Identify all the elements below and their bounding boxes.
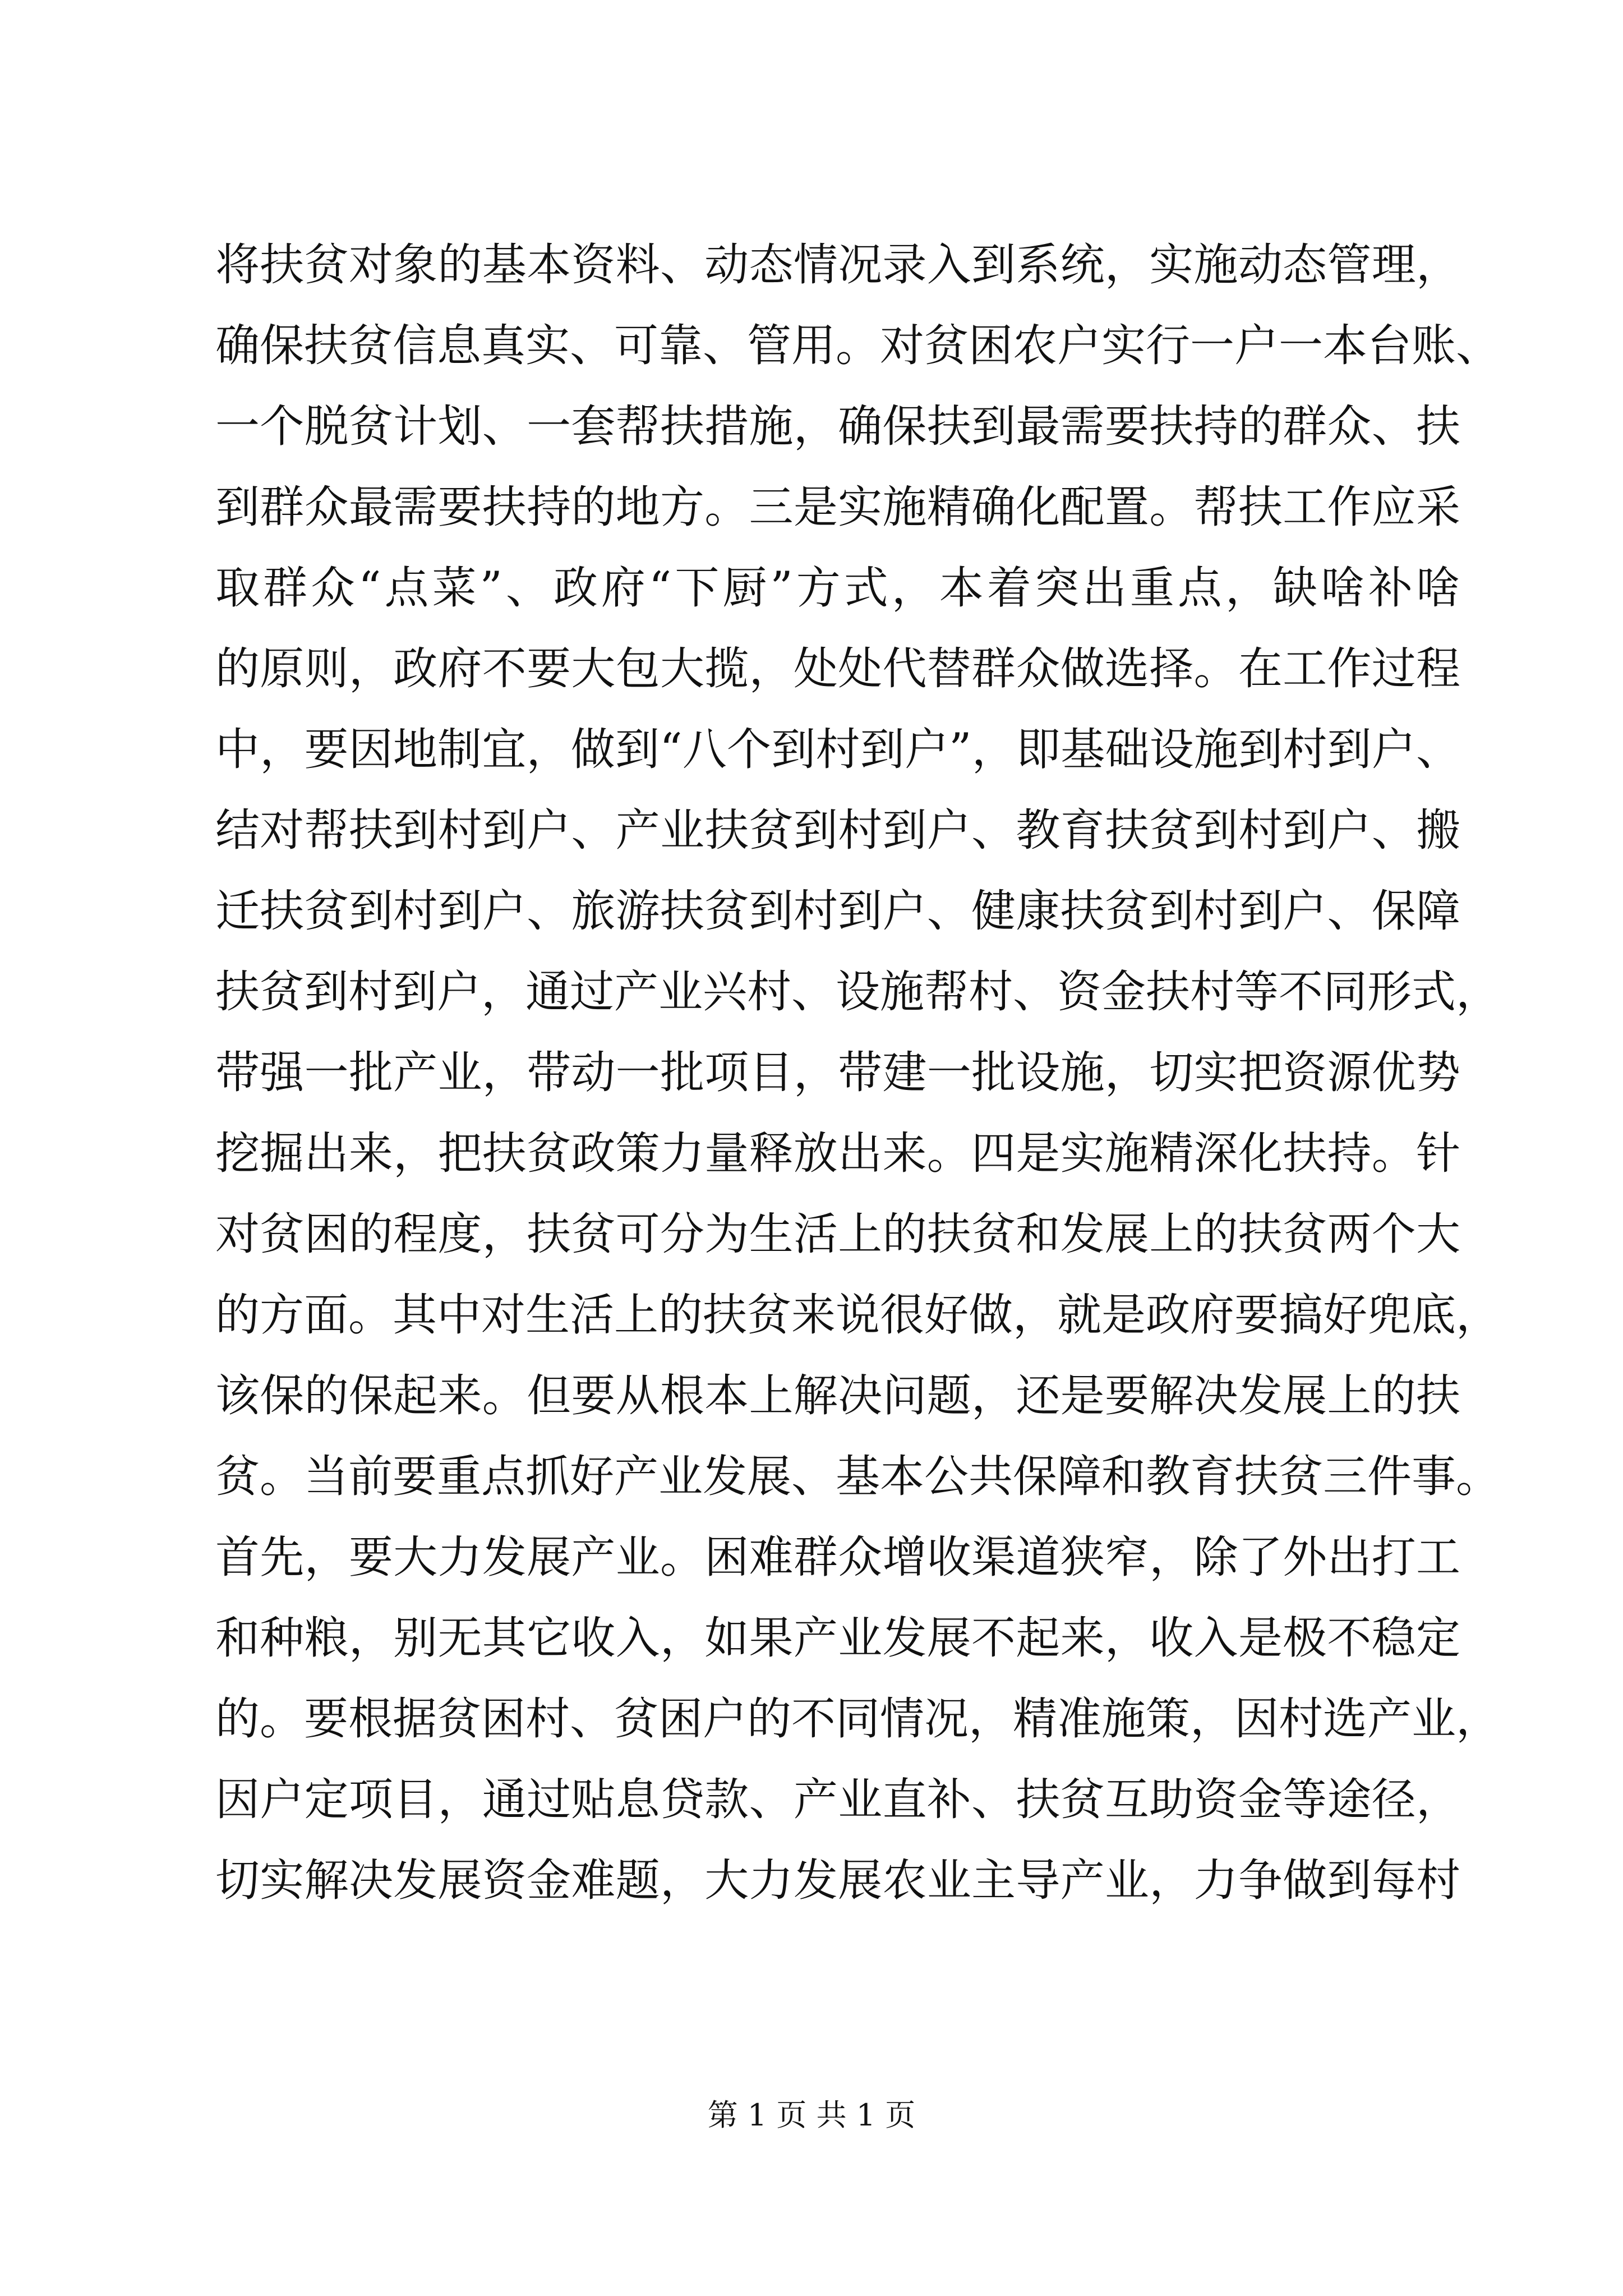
text-line-4: 到群众最需要扶持的地方。三是实施精确化配置。帮扶工作应采	[215, 481, 1460, 533]
text-line-2: 确保扶贫信息真实、可靠、管用。对贫困农户实行一户一本台账、	[215, 320, 1500, 371]
text-line-12: 挖掘出来，把扶贫政策力量释放出来。四是实施精深化扶持。针	[215, 1128, 1460, 1179]
page-number-label: 第 1 页 共 1 页	[707, 2097, 916, 2133]
text-line-16: 贫。当前要重点抓好产业发展、基本公共保障和教育扶贫三件事。	[215, 1451, 1500, 1502]
text-line-11: 带强一批产业，带动一批项目，带建一批设施，切实把资源优势	[215, 1047, 1460, 1098]
text-line-9: 迁扶贫到村到户、旅游扶贫到村到户、健康扶贫到村到户、保障	[215, 885, 1460, 937]
text-line-6: 的原则，政府不要大包大揽，处处代替群众做选择。在工作过程	[215, 643, 1460, 694]
text-line-19: 的。要根据贫困村、贫困户的不同情况，精准施策，因村选产业，	[215, 1693, 1500, 1745]
text-line-15: 该保的保起来。但要从根本上解决问题，还是要解决发展上的扶	[215, 1370, 1460, 1421]
text-line-10: 扶贫到村到户，通过产业兴村、设施帮村、资金扶村等不同形式，	[215, 966, 1500, 1018]
text-line-21: 切实解决发展资金难题，大力发展农业主导产业，力争做到每村	[215, 1855, 1460, 1906]
text-line-13: 对贫困的程度，扶贫可分为生活上的扶贫和发展上的扶贫两个大	[215, 1208, 1460, 1260]
page-footer	[0, 2093, 1623, 2138]
body-text	[215, 224, 1500, 1921]
text-line-7: 中，要因地制宜，做到“八个到村到户”，即基础设施到村到户、	[215, 724, 1460, 775]
text-line-3: 一个脱贫计划、一套帮扶措施，确保扶到最需要扶持的群众、扶	[215, 401, 1460, 452]
text-line-8: 结对帮扶到村到户、产业扶贫到村到户、教育扶贫到村到户、搬	[215, 804, 1460, 856]
text-line-1: 将扶贫对象的基本资料、动态情况录入到系统，实施动态管理，	[215, 239, 1460, 291]
text-line-5: 取群众“点菜”、政府“下厨”方式，本着突出重点，缺啥补啥	[215, 562, 1460, 614]
text-line-14: 的方面。其中对生活上的扶贫来说很好做，就是政府要搞好兜底，	[215, 1289, 1500, 1341]
text-line-18: 和种粮，别无其它收入，如果产业发展不起来，收入是极不稳定	[215, 1612, 1460, 1664]
text-line-17: 首先，要大力发展产业。困难群众增收渠道狭窄，除了外出打工	[215, 1531, 1460, 1583]
text-line-20: 因户定项目，通过贴息贷款、产业直补、扶贫互助资金等途径，	[215, 1774, 1460, 1825]
